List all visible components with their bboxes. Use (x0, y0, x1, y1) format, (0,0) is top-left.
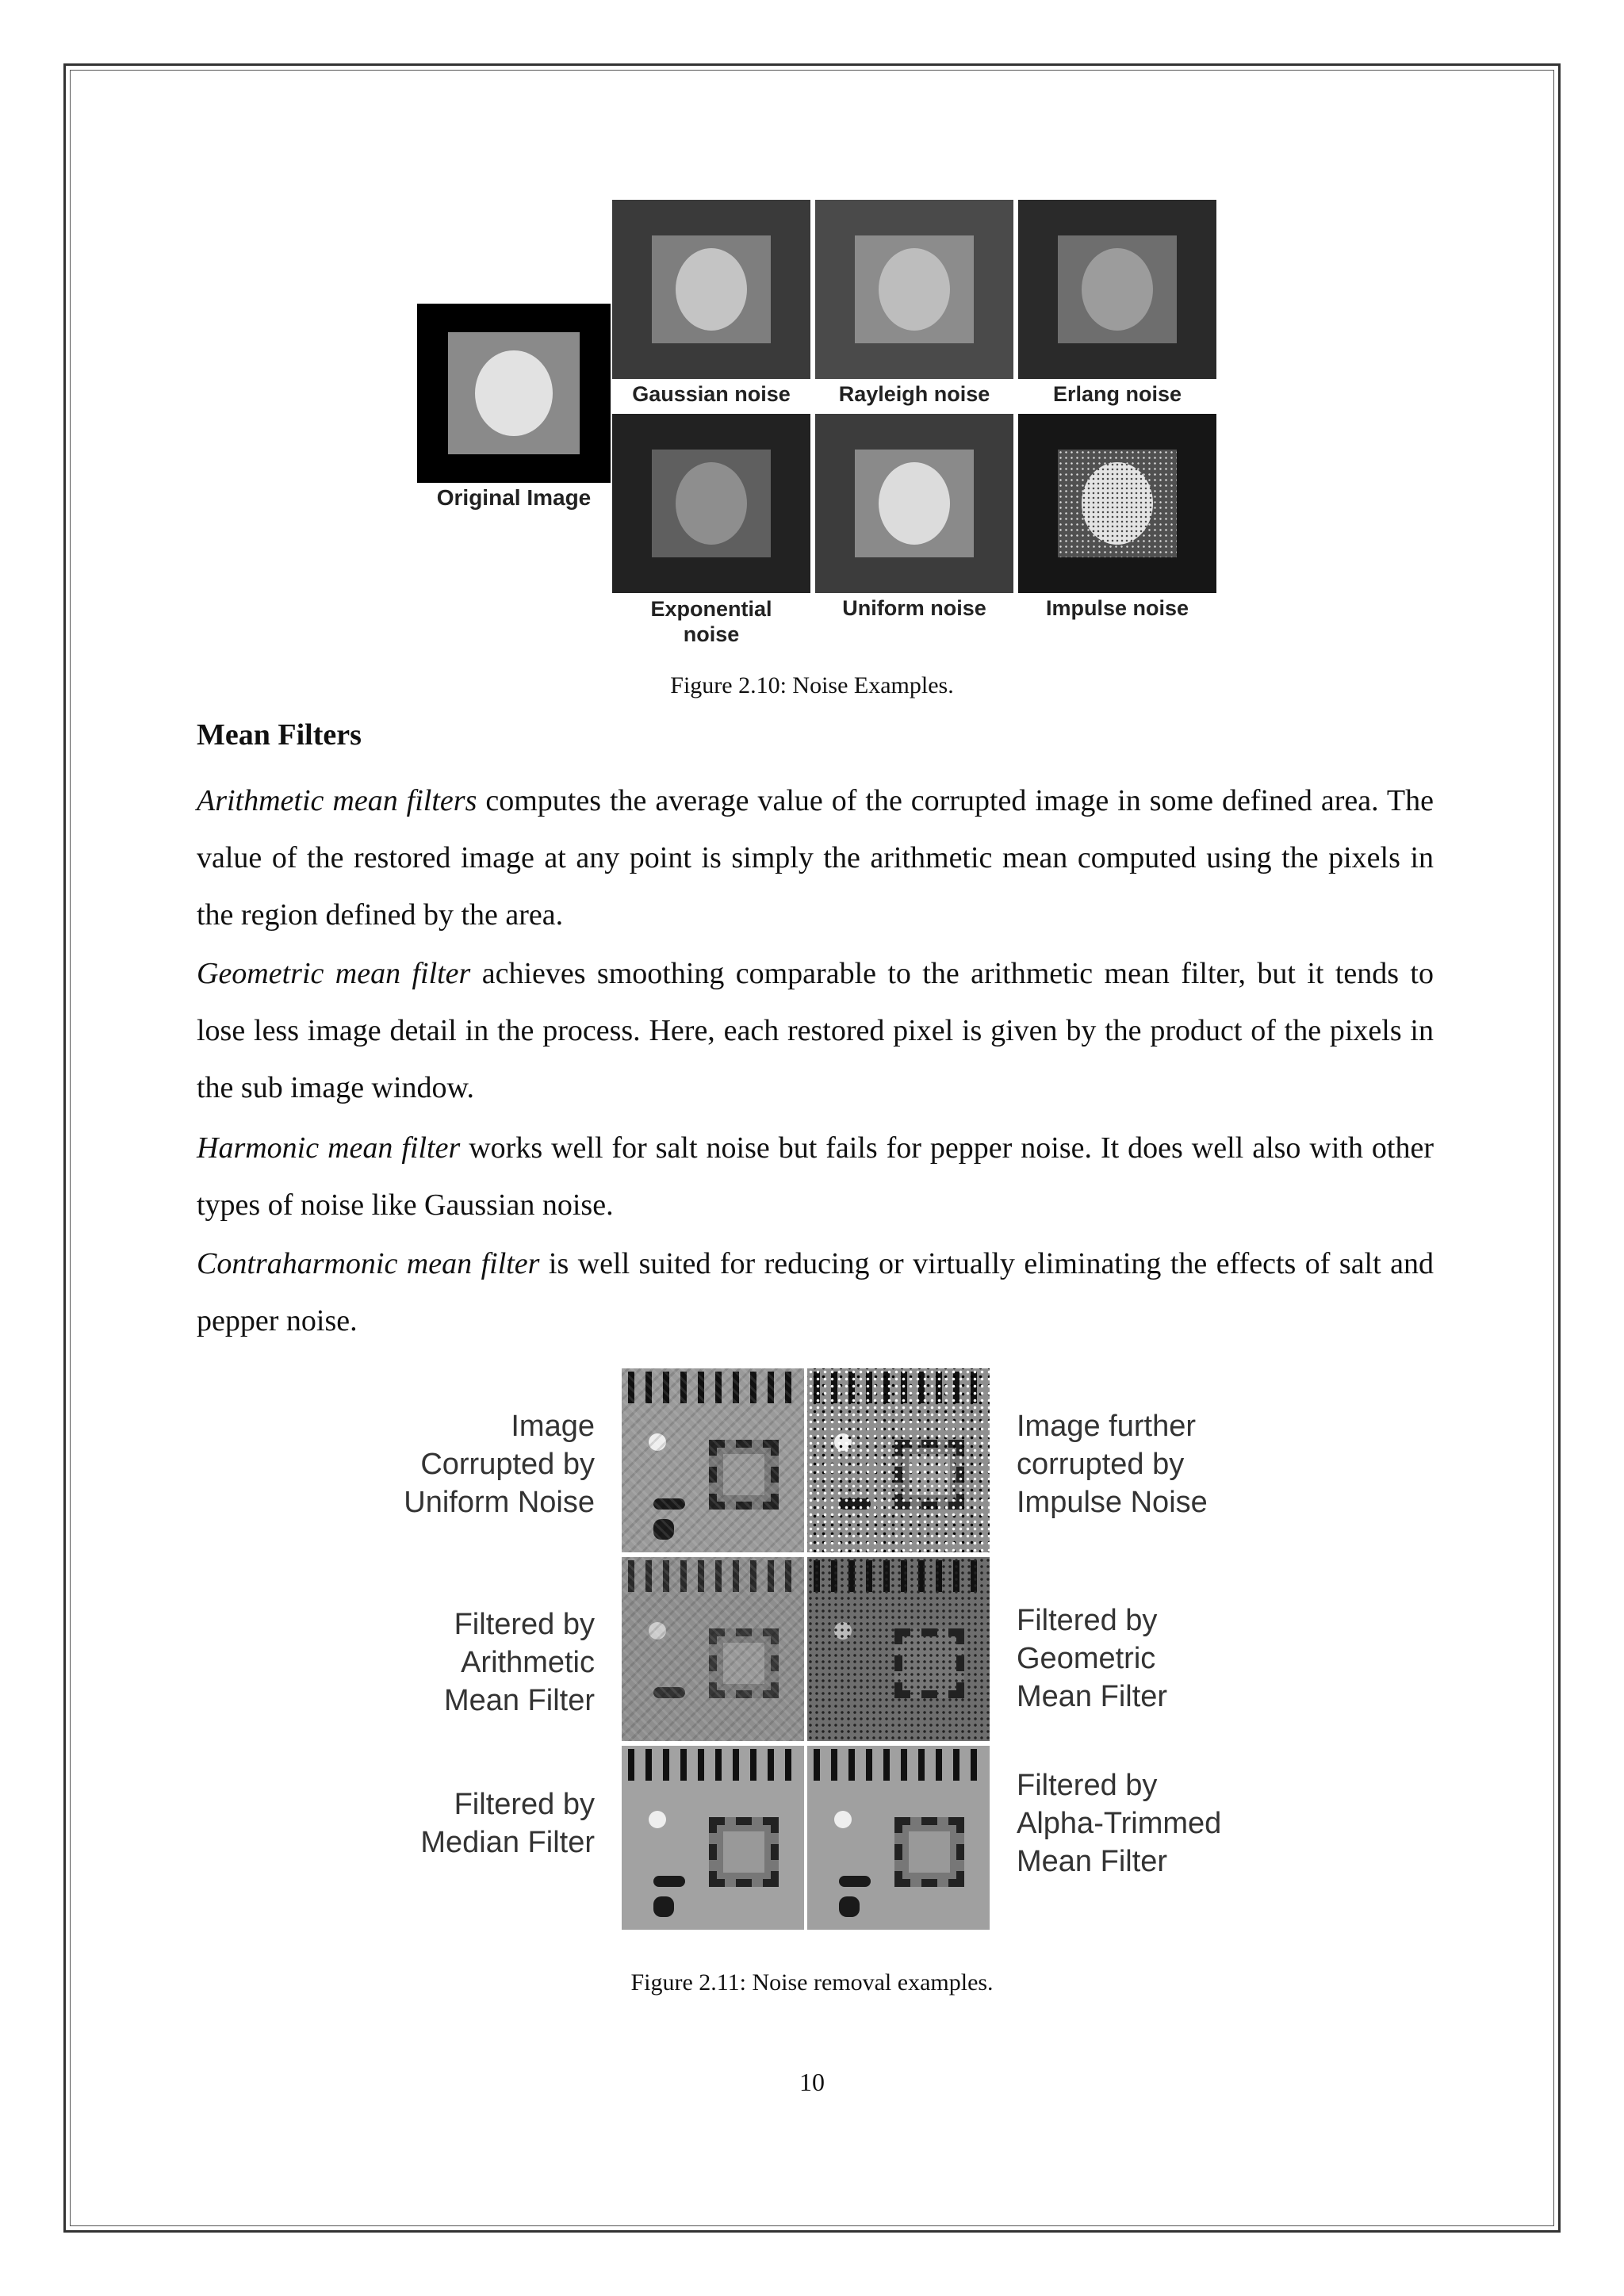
uniform-noise-label: Uniform noise (842, 596, 986, 620)
chip-median-filter (622, 1746, 804, 1930)
exponential-noise-label (612, 596, 810, 647)
chip-impulse-noise (807, 1368, 990, 1552)
exponential-noise-label-line2: noise (683, 622, 740, 646)
label-geometric-mean (1017, 1601, 1286, 1716)
paragraph-contraharmonic (197, 1235, 1434, 1349)
exponential-noise-label-line1: Exponential (650, 597, 772, 621)
figure-2-11-caption: Figure 2.11: Noise removal examples. (630, 1969, 994, 1996)
label-uniform-noise-line2: Corrupted by (420, 1448, 595, 1481)
label-impulse-noise (1017, 1407, 1286, 1521)
label-alpha-trimmed (1017, 1766, 1286, 1881)
text-geometric: achieves smoothing comparable to the arithmetic mean filter, but it tends to lose less image detail in the process. Here, each restored pixel is given by the product of the pixels in the sub image window. (197, 957, 1434, 1104)
chip-arithmetic-mean (622, 1557, 804, 1741)
text-contraharmonic: is well suited for reducing or virtually eliminating the effects of salt and pepper noise. (197, 1247, 1434, 1337)
label-uniform-noise-line1: Image (511, 1410, 595, 1443)
label-alpha-trimmed-line3: Mean Filter (1017, 1845, 1168, 1878)
label-arithmetic-mean (349, 1605, 595, 1720)
label-median-filter (349, 1785, 595, 1862)
gaussian-noise-tile (612, 200, 810, 379)
original-image-tile (417, 304, 611, 483)
erlang-noise-tile (1018, 200, 1216, 379)
term-arithmetic: Arithmetic mean filters (197, 784, 477, 817)
chip-uniform-noise (622, 1368, 804, 1552)
impulse-noise-tile (1018, 414, 1216, 593)
label-median-filter-line1: Filtered by (454, 1788, 595, 1821)
exponential-noise-tile (612, 414, 810, 593)
term-geometric: Geometric mean filter (197, 957, 471, 990)
page-number: 10 (799, 2068, 825, 2096)
label-impulse-noise-line3: Impulse Noise (1017, 1486, 1208, 1519)
label-alpha-trimmed-line1: Filtered by (1017, 1769, 1158, 1802)
uniform-noise-tile (815, 414, 1013, 593)
paragraph-harmonic (197, 1119, 1434, 1234)
original-image-label: Original Image (436, 485, 592, 510)
term-contraharmonic: Contraharmonic mean filter (197, 1247, 540, 1280)
label-geometric-mean-line3: Mean Filter (1017, 1680, 1168, 1713)
term-harmonic: Harmonic mean filter (197, 1131, 461, 1165)
gaussian-noise-label: Gaussian noise (632, 382, 791, 406)
label-alpha-trimmed-line2: Alpha-Trimmed (1017, 1807, 1222, 1840)
paragraph-arithmetic (197, 772, 1434, 943)
label-arithmetic-mean-line3: Mean Filter (443, 1684, 595, 1717)
chip-geometric-mean (807, 1557, 990, 1741)
label-geometric-mean-line1: Filtered by (1017, 1604, 1158, 1637)
label-arithmetic-mean-line2: Arithmetic (461, 1646, 595, 1679)
chip-alpha-trimmed (807, 1746, 990, 1930)
label-geometric-mean-line2: Geometric (1017, 1642, 1156, 1675)
label-median-filter-line2: Median Filter (420, 1826, 595, 1859)
impulse-noise-label: Impulse noise (1045, 596, 1189, 620)
paragraph-geometric (197, 945, 1434, 1116)
rayleigh-noise-tile (815, 200, 1013, 379)
label-uniform-noise (349, 1407, 595, 1521)
text-harmonic: works well for salt noise but fails for pepper noise. It does well also with other types of noise like Gaussian noise. (197, 1131, 1434, 1222)
rayleigh-noise-label: Rayleigh noise (838, 382, 990, 406)
erlang-noise-label: Erlang noise (1052, 382, 1182, 406)
label-uniform-noise-line3: Uniform Noise (404, 1486, 595, 1519)
section-heading: Mean Filters (197, 718, 362, 752)
figure-2-10-caption: Figure 2.10: Noise Examples. (670, 672, 954, 698)
label-arithmetic-mean-line1: Filtered by (454, 1608, 595, 1641)
text-arithmetic: computes the average value of the corrupted image in some defined area. The value of the restored image at any point is simply the arithmetic mean computed using the pixels in the region defined by the area. (197, 784, 1434, 932)
label-impulse-noise-line2: corrupted by (1017, 1448, 1185, 1481)
label-impulse-noise-line1: Image further (1017, 1410, 1196, 1443)
